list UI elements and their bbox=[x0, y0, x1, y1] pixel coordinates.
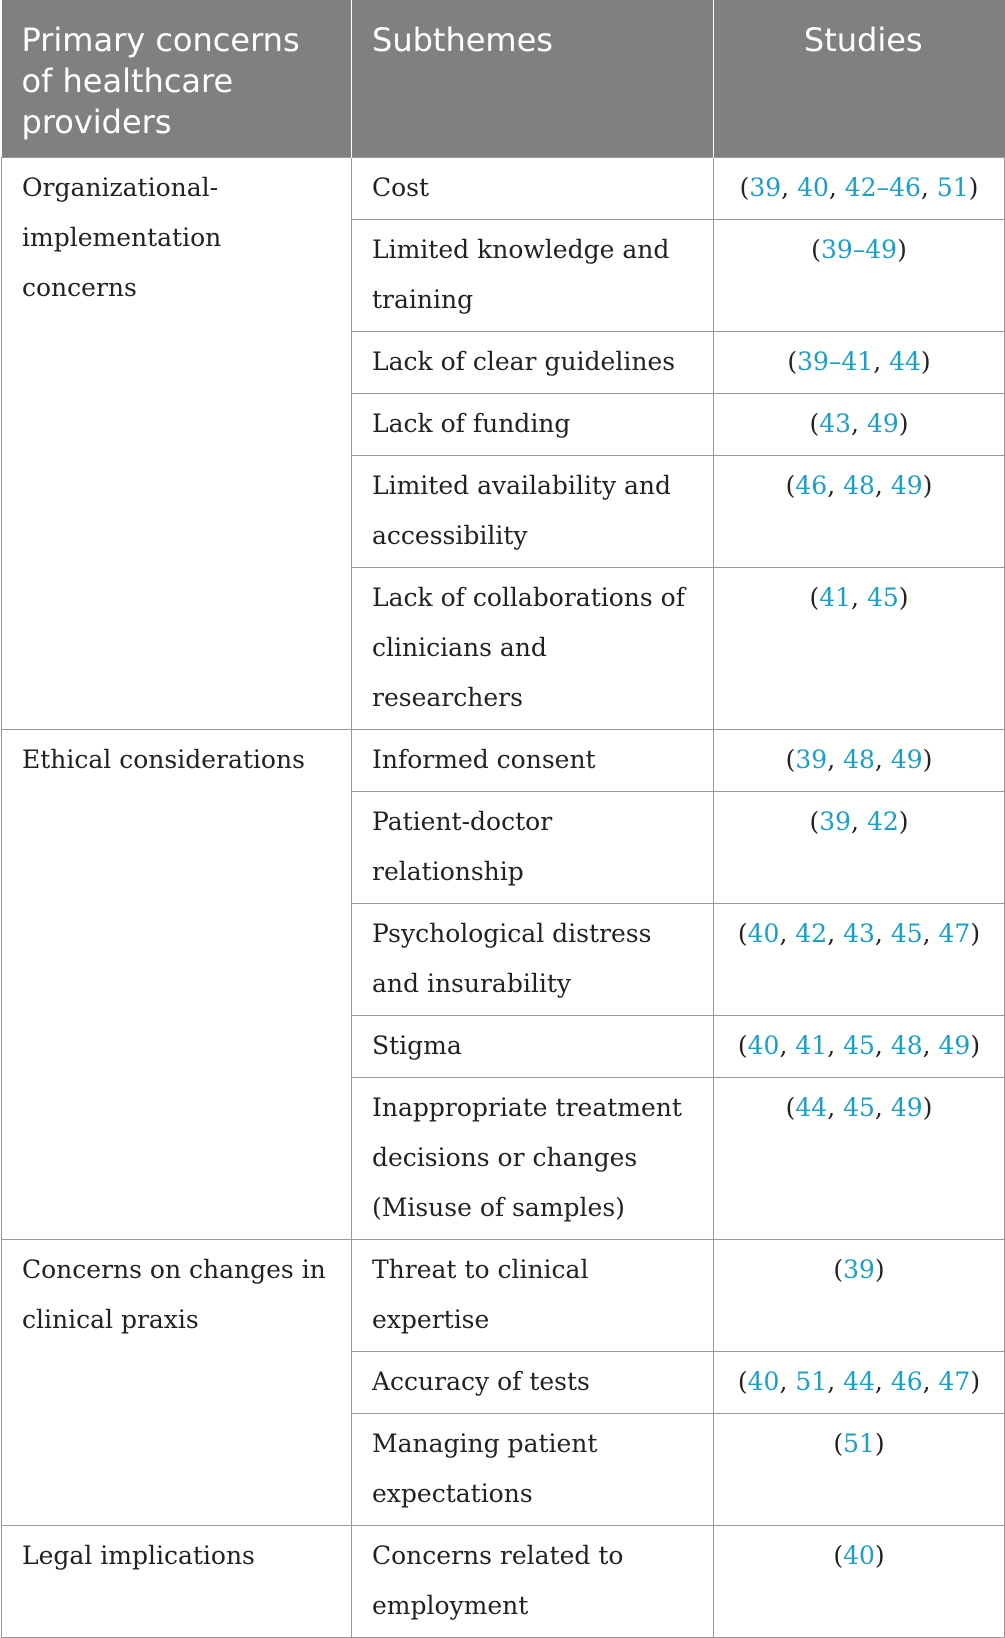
studies-cell bbox=[714, 220, 1005, 332]
close-paren: ) bbox=[922, 1093, 933, 1122]
reference-link[interactable]: 44 bbox=[795, 1093, 828, 1122]
reference-separator: , bbox=[827, 471, 844, 500]
table-row bbox=[2, 158, 1005, 220]
reference-separator: , bbox=[874, 1031, 891, 1060]
close-paren: ) bbox=[898, 409, 909, 438]
reference-link[interactable]: 40 bbox=[747, 1031, 780, 1060]
reference-link[interactable]: 46 bbox=[795, 471, 828, 500]
subtheme-cell: Threat to clinical expertise bbox=[352, 1240, 714, 1352]
open-paren: ( bbox=[809, 807, 820, 836]
open-paren: ( bbox=[737, 1031, 748, 1060]
reference-link[interactable]: 49 bbox=[866, 409, 899, 438]
primary-concern-cell: Organizational-implementation concerns bbox=[2, 158, 352, 730]
reference-link[interactable]: 41 bbox=[795, 1031, 828, 1060]
reference-link[interactable]: 39 bbox=[843, 1255, 875, 1284]
reference-separator: , bbox=[922, 1367, 939, 1396]
reference-separator: , bbox=[779, 1367, 796, 1396]
reference-separator: , bbox=[922, 919, 939, 948]
reference-separator: , bbox=[874, 745, 891, 774]
reference-link[interactable]: 39–41 bbox=[797, 347, 874, 376]
studies-cell bbox=[714, 394, 1005, 456]
reference-link[interactable]: 51 bbox=[843, 1429, 875, 1458]
header-subthemes: Subthemes bbox=[352, 0, 714, 158]
reference-separator: , bbox=[851, 409, 867, 438]
reference-link[interactable]: 48 bbox=[843, 471, 875, 500]
reference-separator: , bbox=[827, 919, 844, 948]
studies-cell bbox=[714, 456, 1005, 568]
reference-separator: , bbox=[874, 919, 891, 948]
studies-cell bbox=[714, 1078, 1005, 1240]
open-paren: ( bbox=[785, 471, 796, 500]
studies-cell bbox=[714, 158, 1005, 220]
studies-cell bbox=[714, 1240, 1005, 1352]
reference-link[interactable]: 48 bbox=[890, 1031, 923, 1060]
header-row bbox=[2, 0, 1005, 158]
reference-link[interactable]: 39–49 bbox=[820, 235, 898, 264]
reference-separator: , bbox=[873, 347, 890, 376]
close-paren: ) bbox=[970, 1367, 981, 1396]
reference-separator: , bbox=[874, 1093, 891, 1122]
subtheme-cell: Concerns related to employment bbox=[352, 1526, 714, 1638]
reference-link[interactable]: 46 bbox=[890, 1367, 923, 1396]
reference-link[interactable]: 42–46 bbox=[844, 173, 921, 202]
close-paren: ) bbox=[968, 173, 979, 202]
reference-link[interactable]: 40 bbox=[747, 1367, 780, 1396]
open-paren: ( bbox=[787, 347, 798, 376]
open-paren: ( bbox=[833, 1541, 844, 1570]
open-paren: ( bbox=[785, 1093, 796, 1122]
table-row bbox=[2, 1240, 1005, 1352]
reference-link[interactable]: 47 bbox=[938, 1367, 971, 1396]
studies-cell bbox=[714, 1016, 1005, 1078]
reference-link[interactable]: 45 bbox=[843, 1031, 875, 1060]
studies-cell bbox=[714, 730, 1005, 792]
reference-separator: , bbox=[827, 1031, 844, 1060]
open-paren: ( bbox=[739, 173, 750, 202]
reference-separator: , bbox=[874, 1367, 891, 1396]
reference-link[interactable]: 42 bbox=[866, 807, 899, 836]
subtheme-cell: Stigma bbox=[352, 1016, 714, 1078]
close-paren: ) bbox=[874, 1541, 885, 1570]
reference-separator: , bbox=[828, 173, 845, 202]
reference-link[interactable]: 49 bbox=[938, 1031, 971, 1060]
reference-separator: , bbox=[851, 807, 867, 836]
studies-cell bbox=[714, 792, 1005, 904]
reference-link[interactable]: 40 bbox=[843, 1541, 875, 1570]
close-paren: ) bbox=[922, 745, 933, 774]
reference-link[interactable]: 51 bbox=[936, 173, 969, 202]
reference-link[interactable]: 44 bbox=[843, 1367, 875, 1396]
open-paren: ( bbox=[809, 409, 820, 438]
reference-link[interactable]: 47 bbox=[938, 919, 971, 948]
reference-separator: , bbox=[851, 583, 867, 612]
close-paren: ) bbox=[970, 1031, 981, 1060]
reference-link[interactable]: 49 bbox=[890, 1093, 923, 1122]
subtheme-cell: Lack of clear guidelines bbox=[352, 332, 714, 394]
reference-separator: , bbox=[827, 1367, 844, 1396]
reference-separator: , bbox=[922, 1031, 939, 1060]
reference-link[interactable]: 45 bbox=[866, 583, 899, 612]
close-paren: ) bbox=[922, 471, 933, 500]
studies-cell bbox=[714, 1352, 1005, 1414]
reference-separator: , bbox=[781, 173, 798, 202]
reference-link[interactable]: 39 bbox=[795, 745, 828, 774]
open-paren: ( bbox=[737, 1367, 748, 1396]
primary-concern-cell: Legal implications bbox=[2, 1526, 352, 1638]
concerns-table bbox=[1, 0, 1005, 1638]
header-primary-concerns: Primary concerns of healthcare providers bbox=[2, 0, 352, 158]
reference-link[interactable]: 42 bbox=[795, 919, 828, 948]
close-paren: ) bbox=[970, 919, 981, 948]
subtheme-cell: Cost bbox=[352, 158, 714, 220]
open-paren: ( bbox=[737, 919, 748, 948]
primary-concern-cell: Ethical considerations bbox=[2, 730, 352, 1240]
reference-link[interactable]: 43 bbox=[819, 409, 852, 438]
table-body bbox=[2, 158, 1005, 1638]
reference-link[interactable]: 45 bbox=[890, 919, 923, 948]
reference-separator: , bbox=[827, 745, 844, 774]
reference-link[interactable]: 49 bbox=[890, 745, 923, 774]
subtheme-cell: Lack of collaborations of clinicians and researchers bbox=[352, 568, 714, 730]
close-paren: ) bbox=[874, 1255, 885, 1284]
reference-link[interactable]: 48 bbox=[843, 745, 875, 774]
close-paren: ) bbox=[898, 583, 909, 612]
open-paren: ( bbox=[833, 1255, 844, 1284]
studies-cell bbox=[714, 568, 1005, 730]
reference-link[interactable]: 43 bbox=[843, 919, 875, 948]
reference-separator: , bbox=[779, 1031, 796, 1060]
open-paren: ( bbox=[811, 235, 821, 264]
close-paren: ) bbox=[897, 235, 907, 264]
reference-link[interactable]: 45 bbox=[843, 1093, 875, 1122]
subtheme-cell: Psychological distress and insurability bbox=[352, 904, 714, 1016]
reference-separator: , bbox=[827, 1093, 844, 1122]
studies-cell bbox=[714, 332, 1005, 394]
reference-link[interactable]: 40 bbox=[747, 919, 780, 948]
table-row bbox=[2, 730, 1005, 792]
reference-link[interactable]: 39 bbox=[749, 173, 782, 202]
reference-link[interactable]: 41 bbox=[819, 583, 852, 612]
table-row bbox=[2, 1526, 1005, 1638]
reference-separator: , bbox=[779, 919, 796, 948]
reference-link[interactable]: 39 bbox=[819, 807, 852, 836]
reference-link[interactable]: 51 bbox=[795, 1367, 828, 1396]
subtheme-cell: Lack of funding bbox=[352, 394, 714, 456]
reference-link[interactable]: 44 bbox=[889, 347, 921, 376]
open-paren: ( bbox=[833, 1429, 844, 1458]
studies-cell bbox=[714, 904, 1005, 1016]
open-paren: ( bbox=[809, 583, 820, 612]
studies-cell bbox=[714, 1526, 1005, 1638]
close-paren: ) bbox=[874, 1429, 885, 1458]
close-paren: ) bbox=[920, 347, 931, 376]
reference-separator: , bbox=[920, 173, 937, 202]
reference-link[interactable]: 40 bbox=[797, 173, 829, 202]
primary-concern-cell: Concerns on changes in clinical praxis bbox=[2, 1240, 352, 1526]
studies-cell bbox=[714, 1414, 1005, 1526]
reference-link[interactable]: 49 bbox=[890, 471, 923, 500]
subtheme-cell: Limited availability and accessibility bbox=[352, 456, 714, 568]
header-studies: Studies bbox=[714, 0, 1005, 158]
subtheme-cell: Informed consent bbox=[352, 730, 714, 792]
subtheme-cell: Inappropriate treatment decisions or changes (Misuse of samples) bbox=[352, 1078, 714, 1240]
subtheme-cell: Limited knowledge and training bbox=[352, 220, 714, 332]
subtheme-cell: Managing patient expectations bbox=[352, 1414, 714, 1526]
subtheme-cell: Patient-doctor relationship bbox=[352, 792, 714, 904]
subtheme-cell: Accuracy of tests bbox=[352, 1352, 714, 1414]
close-paren: ) bbox=[898, 807, 909, 836]
open-paren: ( bbox=[785, 745, 796, 774]
reference-separator: , bbox=[874, 471, 891, 500]
